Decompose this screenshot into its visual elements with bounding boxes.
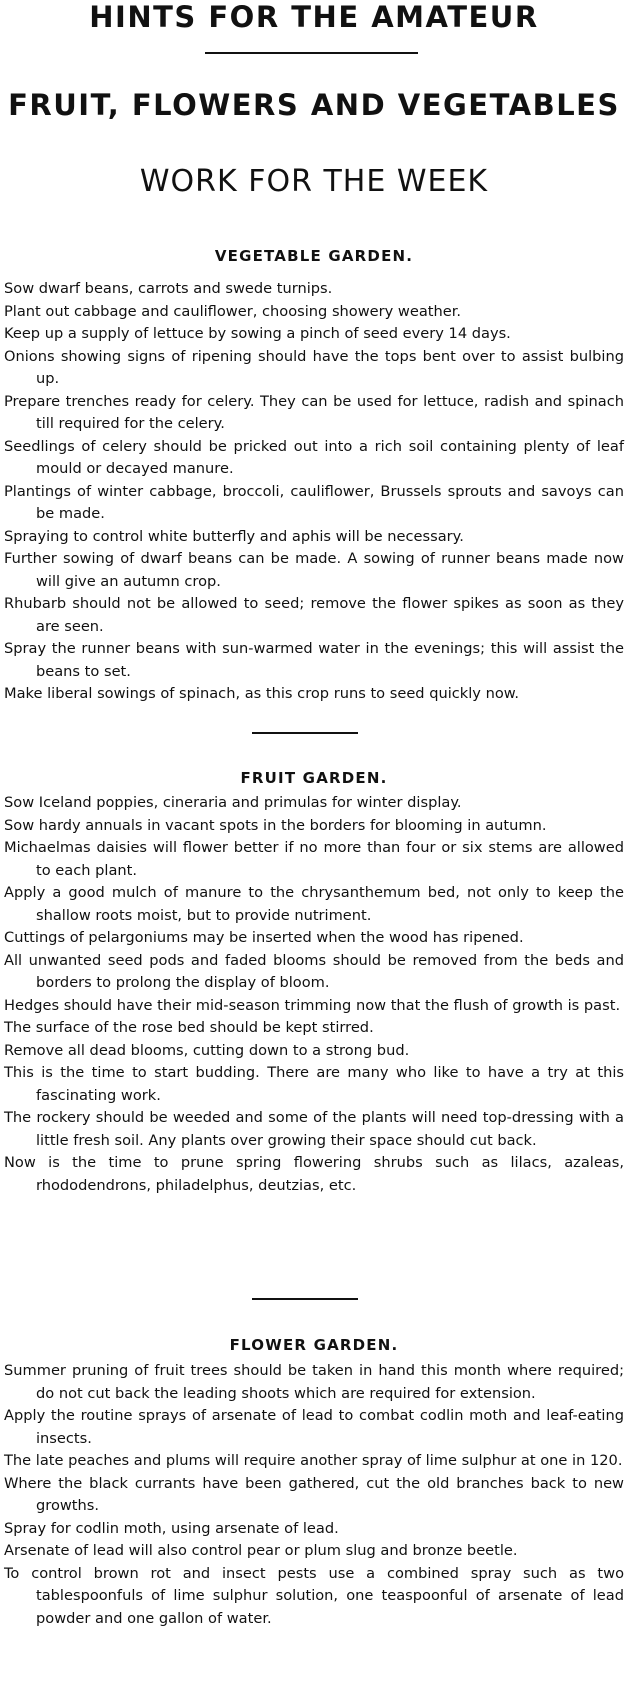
list-item: Spraying to control white butterfly and aphis will be necessary. <box>4 527 464 545</box>
list-item: Now is the time to prune spring flowering shrubs such as lilacs, azaleas, rhododendrons, philadelphus, deutzias, etc. <box>4 1154 624 1194</box>
list-item: Prepare trenches ready for celery. They can be used for lettuce, radish and spinach till required for the celery. <box>4 392 624 432</box>
list-item: All unwanted seed pods and faded blooms should be removed from the beds and borders to prolong the display of bloom. <box>4 951 624 991</box>
list-item: Remove all dead blooms, cutting down to a strong bud. <box>4 1041 410 1059</box>
list-item: Sow dwarf beans, carrots and swede turnips. <box>4 280 333 297</box>
list-item: Cuttings of pelargoniums may be inserted when the wood has ripened. <box>4 929 524 946</box>
list-item: Keep up a supply of lettuce by sowing a pinch of seed every 14 days. <box>4 325 511 342</box>
page-subtitle: FRUIT, FLOWERS AND VEGETABLES <box>8 88 620 122</box>
section-heading-flower: FLOWER GARDEN. <box>229 1336 399 1354</box>
list-item: Where the black currants have been gathered, cut the old branches back to new growths. <box>4 1474 624 1514</box>
list-item: Further sowing of dwarf beans can be made. A sowing of runner beans made now will give an autumn crop. <box>4 550 624 590</box>
list-item: Seedlings of celery should be pricked out into a rich soil containing plenty of leaf mould or decayed manure. <box>4 437 624 477</box>
fruit-list <box>0 792 624 1197</box>
list-item: Arsenate of lead will also control pear or plum slug and bronze beetle. <box>4 1542 518 1559</box>
list-item: Rhubarb should not be allowed to seed; remove the flower spikes as soon as they are seen. <box>4 595 624 635</box>
flower-list <box>0 1360 624 1630</box>
list-item: Plant out cabbage and cauliflower, choosing showery weather. <box>4 302 462 320</box>
section-divider <box>252 1298 358 1300</box>
list-item: This is the time to start budding. There are many who like to have a try at this fascinating work. <box>4 1064 624 1104</box>
list-item: Michaelmas daisies will flower better if no more than four or six stems are allowed to each plant. <box>4 839 624 879</box>
list-item: Hedges should have their mid-season trimming now that the flush of growth is past. <box>4 996 621 1014</box>
list-item: Spray for codlin moth, using arsenate of lead. <box>4 1519 339 1537</box>
list-item: Spray the runner beans with sun-warmed water in the evenings; this will assist the beans to set. <box>4 640 624 680</box>
list-item: Apply a good mulch of manure to the chrysanthemum bed, not only to keep the shallow roots moist, but to provide nutriment. <box>4 884 624 924</box>
page-title: HINTS FOR THE AMATEUR <box>89 0 539 34</box>
list-item: The surface of the rose bed should be kept stirred. <box>4 1019 374 1036</box>
week-heading: WORK FOR THE WEEK <box>139 164 489 199</box>
list-item: The rockery should be weeded and some of the plants will need top-dressing with a little fresh soil. Any plants over growing their space should cut back. <box>4 1109 624 1149</box>
list-item: Onions showing signs of ripening should have the tops bent over to assist bulbing up. <box>4 347 624 387</box>
list-item: Make liberal sowings of spinach, as this crop runs to seed quickly now. <box>4 685 519 702</box>
section-heading-vegetable: VEGETABLE GARDEN. <box>214 247 414 265</box>
list-item: Summer pruning of fruit trees should be taken in hand this month where required; do not cut back the leading shoots which are required for extension. <box>4 1362 624 1402</box>
section-heading-fruit: FRUIT GARDEN. <box>240 769 388 787</box>
list-item: To control brown rot and insect pests use a combined spray such as two tablespoonfuls of lime sulphur solution, one teaspoonful of arsenate of lead powder and one gallon of water. <box>4 1564 624 1627</box>
title-rule <box>205 52 418 54</box>
list-item: Apply the routine sprays of arsenate of lead to combat codlin moth and leaf-eating insects. <box>4 1407 624 1447</box>
list-item: Sow Iceland poppies, cineraria and primulas for winter display. <box>4 794 462 811</box>
list-item: Sow hardy annuals in vacant spots in the borders for blooming in autumn. <box>4 816 547 834</box>
section-divider <box>252 732 358 734</box>
list-item: Plantings of winter cabbage, broccoli, cauliflower, Brussels sprouts and savoys can be made. <box>4 482 624 522</box>
list-item: The late peaches and plums will require another spray of lime sulphur at one in 120. <box>4 1452 623 1469</box>
vegetable-list <box>0 278 624 706</box>
